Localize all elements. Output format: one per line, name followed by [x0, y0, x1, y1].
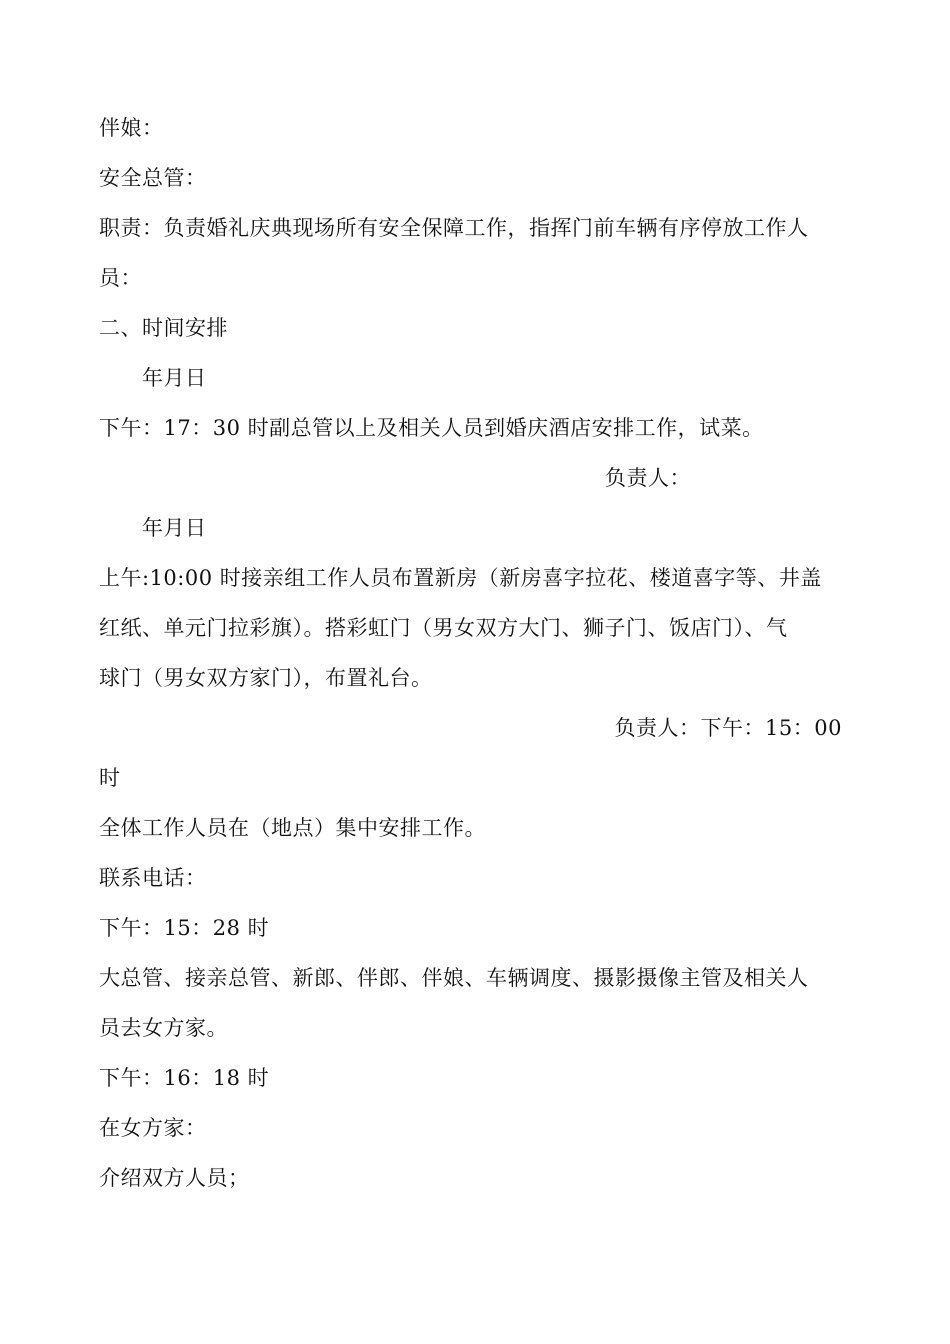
date-line-2: 年月日 — [142, 516, 207, 540]
text-line-staff-list: 大总管、接亲总管、新郎、伴郎、伴娘、车辆调度、摄影摄像主管及相关人 — [99, 966, 809, 990]
date-line-1: 年月日 — [142, 366, 207, 390]
responsible-person-2: 负责人：下午：15：00 — [614, 716, 842, 740]
text-line-duties: 职责：负责婚礼庆典现场所有安全保障工作，指挥门前车辆有序停放工作人 — [99, 216, 809, 240]
text-line-bridesmaid: 伴娘： — [99, 116, 164, 140]
text-line-morning-cont-1: 红纸、单元门拉彩旗）。搭彩虹门（男女双方大门、狮子门、饭店门）、气 — [99, 616, 788, 640]
text-line-at-bride-home: 在女方家： — [99, 1116, 207, 1140]
text-line-all-staff: 全体工作人员在（地点）集中安排工作。 — [99, 816, 486, 840]
text-line-duties-cont: 员： — [99, 266, 142, 290]
text-line-staff-list-cont: 员去女方家。 — [99, 1016, 228, 1040]
text-line-afternoon-1730: 下午：17：30 时副总管以上及相关人员到婚庆酒店安排工作，试菜。 — [99, 416, 764, 440]
text-line-morning-1000: 上午:10:00 时接亲组工作人员布置新房（新房喜字拉花、楼道喜字等、井盖 — [99, 566, 822, 590]
text-line-afternoon-1528: 下午：15：28 时 — [99, 916, 270, 940]
responsible-person-1: 负责人： — [605, 466, 691, 490]
text-line-hour: 时 — [99, 766, 121, 790]
text-line-afternoon-1618: 下午：16：18 时 — [99, 1066, 270, 1090]
section-heading-schedule: 二、时间安排 — [99, 316, 228, 340]
text-line-security-head: 安全总管： — [99, 166, 207, 190]
text-line-morning-cont-2: 球门（男女双方家门），布置礼台。 — [99, 666, 433, 690]
text-line-contact-phone: 联系电话： — [99, 866, 207, 890]
text-line-introduce: 介绍双方人员； — [99, 1166, 250, 1190]
